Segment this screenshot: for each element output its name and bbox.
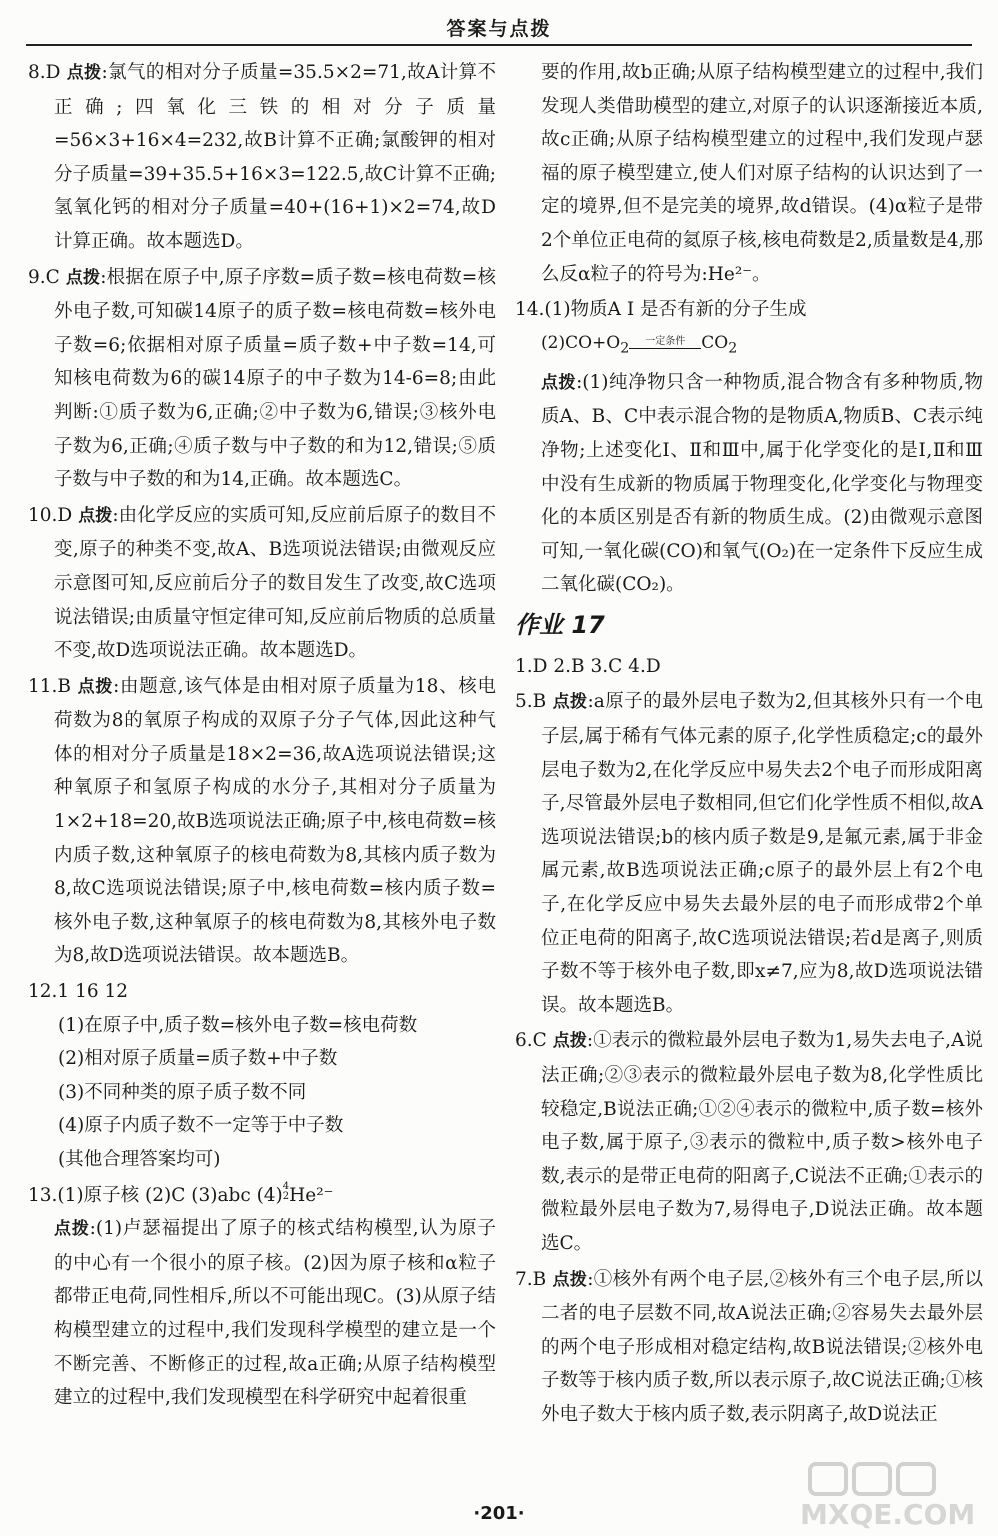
answer-14-head: 14.(1)物质A Ⅰ 是否有新的分子生成 <box>515 299 807 321</box>
page-header <box>0 0 998 46</box>
answer-7: 7.B 点拨:①核外有两个电子层,②核外有三个电子层,所以二者的电子层数不同,故A说法正确;②容易失去最外层的两个电子形成相对稳定结构,故B说法错误;②核外电子数等于核内质子数,所以表示原子,故C说法正确;①核外电子数大于核内质子数,表示阴离子,故D说法正 <box>515 1268 983 1425</box>
answer-13-head: 13.(1)原子核 (2)C (3)abc (4)4 2He²⁻ <box>28 1180 334 1206</box>
answer-12-line: (1)在原子中,质子数=核外电子数=核电荷数 <box>58 1014 418 1036</box>
answer-12-line: (3)不同种类的原子质子数不同 <box>58 1081 307 1103</box>
answer-14-dianbo: 点拨:(1)纯净物只含一种物质,混合物含有多种物质,物质A、B、C中表示混合物的是物质A,物质B、C表示纯净物;上述变化Ⅰ、Ⅱ和Ⅲ中,属于化学变化的是Ⅰ,Ⅱ和Ⅲ中没有生成新的物质属于物理变化,化学变化与物理变化的本质区别是否有新的物质生成。(2)由微观示意图可知,一氧化碳(CO)和氧气(O₂)在一定条件下反应生成二氧化碳(CO₂)。 <box>541 371 984 596</box>
anti-alpha-symbol: He²⁻ <box>707 263 752 285</box>
dianbo-label: 点拨 <box>552 1031 587 1052</box>
answer-8: 8.D 点拨:氯气的相对分子质量=35.5×2=71,故A计算不正确;四氧化三铁的相对分子质量=56×3+16×4=232,故B计算不正确;氯酸钾的相对分子质量=39+35.5+16×3=122.5,故C计算不正确;氢氧化钙的相对分子质量=40+(16+1)×2=74,故D计算正确。故本题选D。 <box>28 62 496 252</box>
dianbo-label: 点拨 <box>552 692 588 713</box>
watermark-logo <box>790 1458 990 1532</box>
dianbo-label: 点拨 <box>552 1269 588 1290</box>
left-column <box>28 56 496 1417</box>
chemical-equation: $(2)CO+O_2$ 一定条件 $CO_2$ <box>541 332 738 357</box>
answer-12-head: 12.1 16 12 <box>28 981 129 1003</box>
header-title: 答案与点拨 <box>446 18 552 40</box>
answer-12-line: (其他合理答案均可) <box>58 1149 221 1170</box>
isotope-notation: 4 2 <box>282 1180 290 1202</box>
answer-10: 10.D 点拨:由化学反应的实质可知,反应前后原子的数目不变,原子的种类不变,故A、B选项说法错误;由微观反应示意图可知,反应前后分子的数目发生了改变,故C选项说法错误;由质量守恒定律可知,反应前后物质的总质量不变,故D选项说法正确。故本题选D。 <box>28 504 497 662</box>
dianbo-label: 点拨 <box>66 63 102 83</box>
dianbo-label: 点拨 <box>78 505 113 526</box>
section-title: 作业 17 <box>515 610 605 639</box>
dianbo-label: 点拨 <box>65 267 101 288</box>
answer-13 <box>28 1179 496 1415</box>
answer-5: 5.B 点拨:a原子的最外层电子数为2,但其核外只有一个电子层,属于稀有气体元素的原子,化学性质稳定;c的最外层电子数为2,在化学反应中易失去2个电子而形成阳离子,尽管最外层电子数相同,但它们化学性质不相似,故A选项说法错误;b的核内质子数是9,是氟元素,属于非金属元素,故B选项说法正确;c原子的最外层上有2个电子,在化学反应中易失去最外层的电子而形成带2个单位正电荷的阳离子,故C选项说法错误;若d是离子,则质子数不等于核外电子数,即x≠7,应为8,故D选项说法错误。故本题选B。 <box>515 691 984 1016</box>
answer-13-dianbo: 点拨:(1)卢瑟福提出了原子的核式结构模型,认为原子的中心有一个很小的原子核。(2)因为原子核和α粒子都带正电荷,同性相斥,所以不可能出现C。(3)从原子结构模型建立的过程中,我们发现科学模型的建立是一个不断完善、不断修正的过程,故a正确;从原子结构模型建立的过程中,我们发现模型在科学研究中起着很重 <box>54 1218 496 1409</box>
reaction-condition: 一定条件 <box>629 336 701 349</box>
answer-12 <box>28 975 496 1177</box>
dianbo-label: 点拨 <box>77 676 114 697</box>
watermark-text: MXQE.COM <box>800 1498 976 1531</box>
answer-13-continued: 要的作用,故b正确;从原子结构模型建立的过程中,我们发现人类借助模型的建立,对原子的认识逐渐接近本质,故c正确;从原子结构模型建立的过程中,我们发现卢瑟福的原子模型建立,使人们对原子结构的认识达到了一定的境界,但不是完美的境界,故d错误。(4)α粒子是带2个单位正电荷的氦原子核,核电荷数是2,质量数是4,那么反α粒子的符号为:He²⁻。 <box>541 62 983 285</box>
header-rule <box>26 44 972 46</box>
answer-12-line: (2)相对原子质量=质子数+中子数 <box>58 1048 338 1070</box>
answer-6: 6.C 点拨:①表示的微粒最外层电子数为1,易失去电子,A说法正确;②③表示的微粒最外层电子数为8,化学性质比较稳定,B说法正确;①②④表示的微粒中,质子数=核外电子数,属于原子,③表示的微粒中,质子数>核外电子数,表示的是带正电荷的阳离子,C说法不正确;①表示的微粒最外层电子数为7,易得电子,D说法正确。故本题选C。 <box>515 1030 983 1254</box>
page-number: ·201· <box>473 1503 525 1524</box>
anti-alpha-symbol: He²⁻ <box>289 1184 334 1206</box>
dianbo-label: 点拨 <box>54 1219 90 1240</box>
answer-11: 11.B 点拨:由题意,该气体是由相对原子质量为18、核电荷数为8的氧原子构成的双原子分子气体,因此这种气体的相对分子质量是18×2=36,故A选项说法错误;这种氧原子和氢原子构成的水分子,其相对分子质量为1×2+18=20,故B选项说法正确;原子中,核电荷数=核内质子数,这种氧原子的核电荷数为8,其核内质子数为8,故C选项说法错误;原子中,核电荷数=核内质子数=核外电子数,这种氧原子的核电荷数为8,其核外电子数为8,故D选项说法错误。故本题选B。 <box>28 675 497 967</box>
dianbo-label: 点拨 <box>541 372 577 393</box>
answer-9: 9.C 点拨:根据在原子中,原子序数=质子数=核电荷数=核外电子数,可知碳14原子的质子数=核电荷数=核外电子数=6;依据相对原子质量=质子数+中子数=14,可知核电荷数为6的碳14原子的中子数为14-6=8;由此判断:①质子数为6,正确;②中子数为6,错误;③核外电子数为6,正确;④质子数与中子数的和为12,错误;⑤质子数与中子数的和为14,正确。故本题选C。 <box>28 266 496 491</box>
right-column <box>515 56 983 1434</box>
answer-12-line: (4)原子内质子数不一定等于中子数 <box>58 1115 344 1137</box>
answer-14 <box>515 293 983 602</box>
homework-answers: 1.D 2.B 3.C 4.D <box>515 655 661 677</box>
